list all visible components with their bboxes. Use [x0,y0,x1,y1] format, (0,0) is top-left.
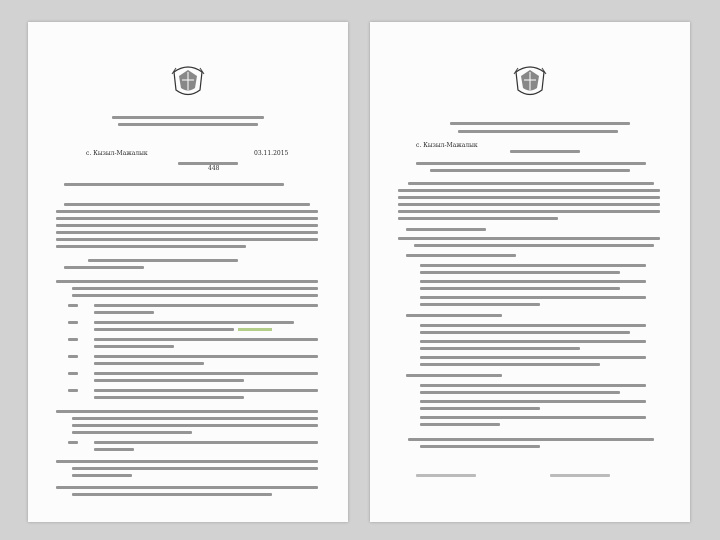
illegible-text-line [72,287,318,290]
place-label: с. Кызыл-Мажалык [86,150,148,157]
illegible-text-line [68,338,78,341]
illegible-text-line [420,363,600,366]
illegible-text-line [56,231,318,234]
place-label: с. Кызыл-Мажалык [416,142,478,149]
illegible-text-line [56,486,318,489]
illegible-text-line [420,264,646,267]
illegible-text-line [406,374,502,377]
illegible-text-line [420,407,540,410]
illegible-text-line [94,304,318,307]
illegible-text-line [56,460,318,463]
illegible-text-line [420,391,620,394]
illegible-text-line [56,210,318,213]
illegible-text-line [550,474,610,477]
illegible-text-line [398,203,660,206]
illegible-text-line [88,259,238,262]
illegible-text-line [398,189,660,192]
illegible-text-line [398,210,660,213]
illegible-text-line [510,150,580,153]
illegible-text-line [420,384,646,387]
illegible-text-line [56,245,246,248]
illegible-text-line [68,389,78,392]
coat-of-arms-emblem [512,60,548,100]
order-date: 03.11.2015 [254,150,289,157]
document-page-right [370,22,690,522]
illegible-text-line [68,304,78,307]
illegible-text-line [56,410,318,413]
illegible-text-line [72,417,318,420]
illegible-text-line [68,441,78,444]
illegible-text-line [406,254,516,257]
illegible-text-line [450,122,630,125]
illegible-text-line [416,474,476,477]
illegible-text-line [398,237,660,240]
illegible-text-line [94,338,318,341]
illegible-text-line [64,266,144,269]
illegible-text-line [94,345,174,348]
highlight-mark [238,328,272,331]
illegible-text-line [420,423,500,426]
illegible-text-line [398,196,660,199]
illegible-text-line [408,182,654,185]
illegible-text-line [420,287,620,290]
illegible-text-line [56,224,318,227]
illegible-text-line [72,493,272,496]
illegible-text-line [94,389,318,392]
illegible-text-line [408,438,654,441]
order-number: 448 [208,165,220,172]
illegible-text-line [68,355,78,358]
illegible-text-line [406,314,502,317]
illegible-text-line [72,424,318,427]
document-page-left [28,22,348,522]
illegible-text-line [68,321,78,324]
illegible-text-line [72,474,132,477]
illegible-text-line [420,400,646,403]
illegible-text-line [414,244,654,247]
illegible-text-line [420,347,580,350]
illegible-text-line [94,321,294,324]
illegible-text-line [420,324,646,327]
illegible-text-line [94,441,318,444]
illegible-text-line [94,448,134,451]
illegible-text-line [420,296,646,299]
illegible-text-line [416,162,646,165]
illegible-text-line [56,217,318,220]
illegible-text-line [398,217,558,220]
illegible-text-line [112,116,264,119]
illegible-text-line [94,328,234,331]
illegible-text-line [72,294,318,297]
illegible-text-line [94,379,244,382]
illegible-text-line [420,280,646,283]
illegible-text-line [420,356,646,359]
illegible-text-line [94,311,154,314]
illegible-text-line [72,431,192,434]
illegible-text-line [94,396,244,399]
illegible-text-line [420,445,540,448]
illegible-text-line [68,372,78,375]
illegible-text-line [118,123,258,126]
illegible-text-line [94,355,318,358]
illegible-text-line [56,238,318,241]
illegible-text-line [420,416,646,419]
illegible-text-line [64,203,310,206]
illegible-text-line [458,130,618,133]
illegible-text-line [430,169,630,172]
illegible-text-line [94,362,204,365]
coat-of-arms-emblem [170,60,206,100]
illegible-text-line [72,467,318,470]
illegible-text-line [420,340,646,343]
illegible-text-line [420,331,630,334]
illegible-text-line [420,271,620,274]
illegible-text-line [94,372,318,375]
illegible-text-line [406,228,486,231]
illegible-text-line [56,280,318,283]
illegible-text-line [64,183,284,186]
illegible-text-line [420,303,540,306]
